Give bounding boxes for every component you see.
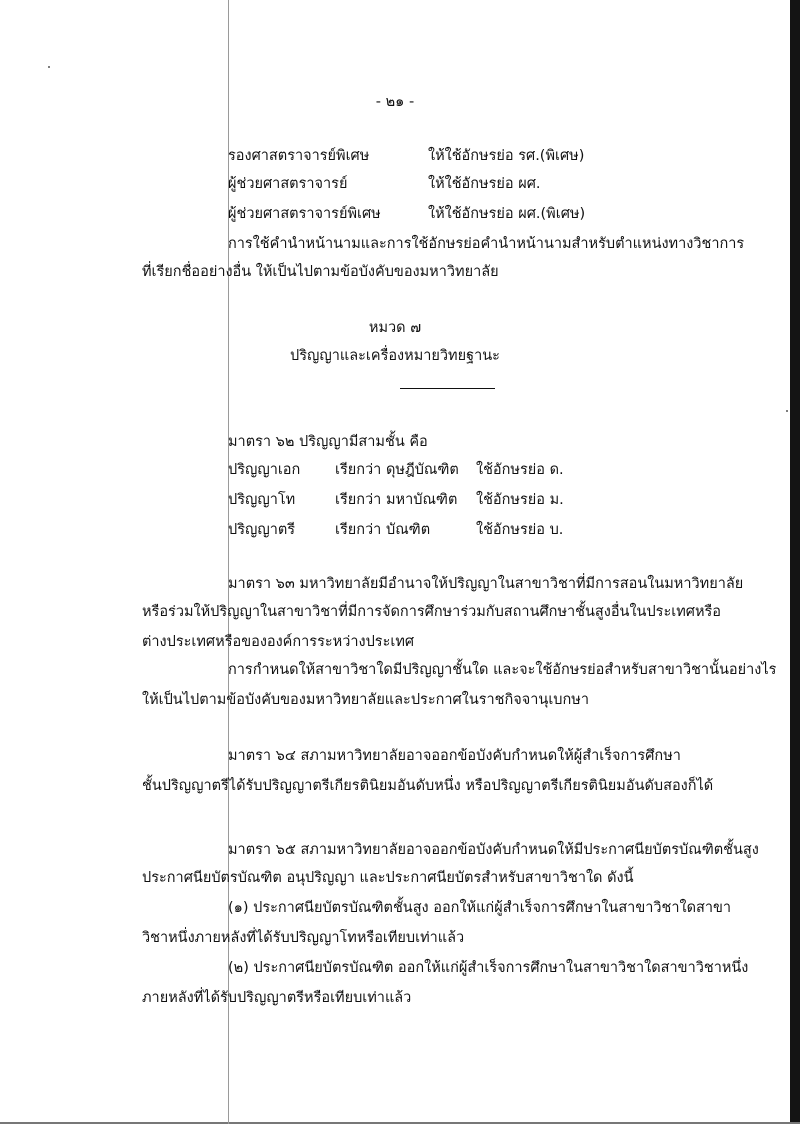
page-fold-line [228,0,229,1124]
section-62-heading: มาตรา ๖๒ ปริญญามีสามชั้น คือ [228,434,428,450]
rank-title: รองศาสตราจารย์พิเศษ [228,148,370,164]
rank-title: ผู้ช่วยศาสตราจารย์พิเศษ [228,206,381,222]
section-63-line: ให้เป็นไปตามข้อบังคับของมหาวิทยาลัยและประกาศในราชกิจจานุเบกษา [142,692,589,708]
section-65-line: มาตรา ๖๕ สภามหาวิทยาลัยอาจออกข้อบังคับกำหนดให้มีประกาศนียบัตรบัณฑิตชั้นสูง [228,842,759,858]
degree-abbreviation: ใช้อักษรย่อ ม. [476,492,564,508]
degree-name: มหาบัณฑิต [386,492,458,508]
scan-edge-right [790,0,800,1124]
usage-paragraph-line: ที่เรียกชื่ออย่างอื่น ให้เป็นไปตามข้อบังคับของมหาวิทยาลัย [142,264,499,280]
chapter-number: หมวด ๗ [368,320,422,336]
rank-title: ผู้ช่วยศาสตราจารย์ [228,176,348,192]
section-63-line: การกำหนดให้สาขาวิชาใดมีปริญญาชั้นใด และจะใช้อักษรย่อสำหรับสาขาวิชานั้นอย่างไร [228,662,777,678]
chapter-title: ปริญญาและเครื่องหมายวิทยฐานะ [290,348,500,364]
degree-level: ปริญญาเอก [228,462,301,478]
degree-called: เรียกว่า [335,492,382,508]
page-number: - ๒๑ - [375,94,415,110]
degree-abbreviation: ใช้อักษรย่อ ด. [476,462,564,478]
section-65-line: วิชาหนึ่งภายหลังที่ได้รับปริญญาโทหรือเทียบเท่าแล้ว [142,930,465,946]
rank-abbreviation: ให้ใช้อักษรย่อ ผศ.(พิเศษ) [428,206,586,222]
rank-abbreviation: ให้ใช้อักษรย่อ ผศ. [428,176,541,192]
section-63-line: หรือร่วมให้ปริญญาในสาขาวิชาที่มีการจัดการศึกษาร่วมกับสถานศึกษาชั้นสูงอื่นในประเทศหรือ [142,604,722,620]
chapter-divider [400,388,495,389]
section-65-line: (๒) ประกาศนียบัตรบัณฑิต ออกให้แก่ผู้สำเร็จการศึกษาในสาขาวิชาใดสาขาวิชาหนึ่ง [228,960,749,976]
degree-level: ปริญญาตรี [228,522,296,538]
degree-called: เรียกว่า [335,522,382,538]
degree-level: ปริญญาโท [228,492,296,508]
degree-name: บัณฑิต [386,522,431,538]
section-64-line: มาตรา ๖๔ สภามหาวิทยาลัยอาจออกข้อบังคับกำหนดให้ผู้สำเร็จการศึกษา [228,748,681,764]
degree-name: ดุษฎีบัณฑิต [386,462,459,478]
section-65-line: ภายหลังที่ได้รับปริญญาตรีหรือเทียบเท่าแล้ว [142,990,412,1006]
usage-paragraph-line: การใช้คำนำหน้านามและการใช้อักษรย่อคำนำหน้านามสำหรับตำแหน่งทางวิชาการ [228,236,745,252]
scan-speck [786,410,788,412]
section-63-line: ต่างประเทศหรือขององค์การระหว่างประเทศ [142,634,415,650]
scan-speck [48,66,50,68]
section-65-line: ประกาศนียบัตรบัณฑิต อนุปริญญา และประกาศนียบัตรสำหรับสาขาวิชาใด ดังนี้ [142,870,634,886]
section-65-line: (๑) ประกาศนียบัตรบัณฑิตชั้นสูง ออกให้แก่ผู้สำเร็จการศึกษาในสาขาวิชาใดสาขา [228,900,732,916]
section-63-line: มาตรา ๖๓ มหาวิทยาลัยมีอำนาจให้ปริญญาในสาขาวิชาที่มีการสอนในมหาวิทยาลัย [228,576,744,592]
degree-abbreviation: ใช้อักษรย่อ บ. [476,522,564,538]
degree-called: เรียกว่า [335,462,382,478]
rank-abbreviation: ให้ใช้อักษรย่อ รศ.(พิเศษ) [428,148,585,164]
section-64-line: ชั้นปริญญาตรีได้รับปริญญาตรีเกียรตินิยมอันดับหนึ่ง หรือปริญญาตรีเกียรตินิยมอันดับสองก็ได้ [142,778,714,794]
